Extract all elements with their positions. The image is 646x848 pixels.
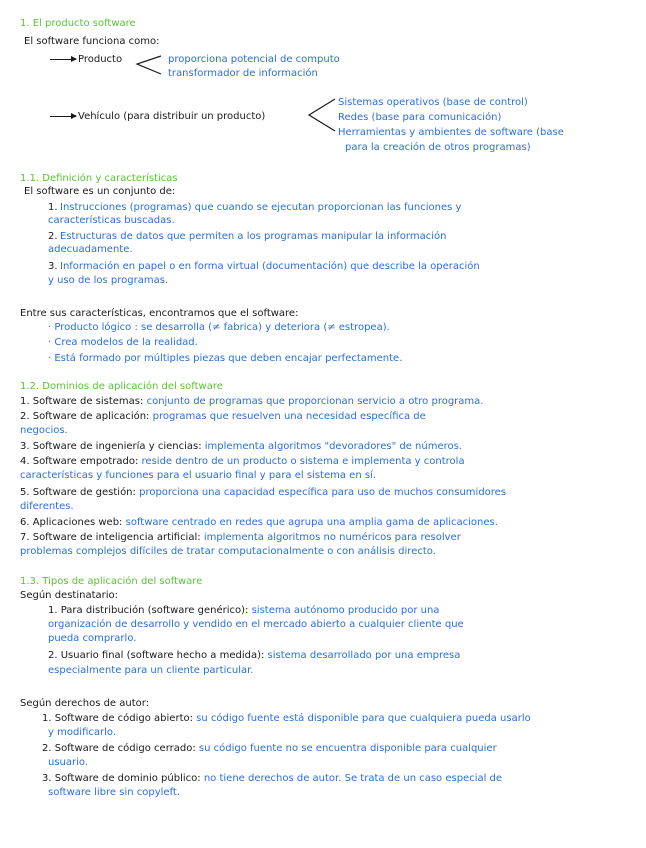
list-item-text: adecuadamente. xyxy=(48,244,133,255)
type-item-label: 2. Usuario final (software hecho a medida): xyxy=(48,650,265,661)
characteristic-item: · Producto lógico : se desarrolla (≠ fabrica) y deteriora (≠ estropea). xyxy=(48,322,390,333)
section-1-2-title: 1.2. Dominios de aplicación del software xyxy=(20,381,223,392)
list-item-text: Instrucciones (programas) que cuando se ejecutan proporcionan las funciones y xyxy=(60,202,462,213)
domain-item xyxy=(20,455,465,468)
list-item-text: Información en papel o en forma virtual (documentación) que describe la operación xyxy=(60,261,480,272)
type-item-label: 1. Software de código abierto: xyxy=(42,713,193,724)
type-item-text: especialmente para un cliente particular. xyxy=(48,665,254,676)
type-item-text: sistema desarrollado por una empresa xyxy=(267,650,461,661)
type-item-text: su código fuente no se encuentra disponible para cualquier xyxy=(198,743,497,754)
recipient-intro: Según destinatario: xyxy=(20,590,119,601)
section-1-3-title: 1.3. Tipos de aplicación del software xyxy=(20,576,203,587)
arrow-right-icon xyxy=(50,59,76,60)
domain-item-text: negocios. xyxy=(20,425,68,436)
type-item xyxy=(48,649,460,662)
section-1-1-intro: El software es un conjunto de: xyxy=(24,186,176,197)
domain-item-label: 2. Software de aplicación: xyxy=(20,411,150,422)
list-item-text: características buscadas. xyxy=(48,215,175,226)
type-item-label: 3. Software de dominio público: xyxy=(42,773,201,784)
type-item xyxy=(42,742,497,755)
domain-item-text: implementa algoritmos no numéricos para resolver xyxy=(203,532,461,543)
domain-item xyxy=(20,410,426,423)
section-1-title: 1. El producto software xyxy=(20,18,136,29)
type-item-text: no tiene derechos de autor. Se trata de un caso especial de xyxy=(203,773,503,784)
type-item xyxy=(42,712,531,725)
type-item-text: organización de desarrollo y vendido en el mercado abierto a cualquier cliente que xyxy=(48,619,464,630)
copyright-intro: Según derechos de autor: xyxy=(20,698,150,709)
domain-item-label: 1. Software de sistemas: xyxy=(20,396,144,407)
vehiculo-label: Vehículo (para distribuir un producto) xyxy=(78,111,266,122)
domain-item-text: software centrado en redes que agrupa una amplia gama de aplicaciones. xyxy=(125,517,498,528)
domain-item xyxy=(20,531,461,544)
type-item xyxy=(48,604,439,617)
vehiculo-item: para la creación de otros programas) xyxy=(345,142,531,153)
type-item-text: y modificarlo. xyxy=(48,727,117,738)
domain-item-text: programas que resuelven una necesidad específica de xyxy=(152,411,426,422)
arrow-right-icon xyxy=(50,116,76,117)
type-item-label: 1. Para distribución (software genérico): xyxy=(48,605,249,616)
domain-item-text: implementa algoritmos "devoradores" de números. xyxy=(204,441,462,452)
domain-item xyxy=(20,395,483,408)
domain-item xyxy=(20,516,498,529)
list-item-number: 1. xyxy=(48,202,58,213)
domain-item-text: diferentes. xyxy=(20,501,74,512)
domain-item-label: 3. Software de ingeniería y ciencias: xyxy=(20,441,202,452)
domain-item-label: 5. Software de gestión: xyxy=(20,487,136,498)
producto-item: proporciona potencial de computo xyxy=(168,54,340,65)
vehiculo-item: Herramientas y ambientes de software (base xyxy=(338,127,564,138)
domain-item-text: proporciona una capacidad específica para uso de muchos consumidores xyxy=(139,487,507,498)
type-item-label: 2. Software de código cerrado: xyxy=(42,743,196,754)
producto-item: transformador de información xyxy=(168,68,318,79)
branch-brace-icon xyxy=(305,97,337,133)
list-item-number: 3. xyxy=(48,261,58,272)
list-item-text: y uso de los programas. xyxy=(48,275,169,286)
type-item xyxy=(42,772,502,785)
domain-item-text: características y funciones para el usuario final y para el sistema en sí. xyxy=(20,470,376,481)
domain-item-label: 4. Software empotrado: xyxy=(20,456,139,467)
producto-label: Producto xyxy=(78,54,123,65)
characteristic-item: · Está formado por múltiples piezas que deben encajar perfectamente. xyxy=(48,353,403,364)
list-item-text: Estructuras de datos que permiten a los programas manipular la información xyxy=(60,231,447,242)
domain-item-text: conjunto de programas que proporcionan servicio a otro programa. xyxy=(146,396,484,407)
vehiculo-item: Redes (base para comunicación) xyxy=(338,112,502,123)
domain-item xyxy=(20,486,506,499)
characteristics-intro: Entre sus características, encontramos que el software: xyxy=(20,308,299,319)
type-item-text: software libre sin copyleft. xyxy=(48,787,181,798)
branch-brace-icon xyxy=(133,54,163,76)
domain-item xyxy=(20,440,462,453)
section-1-intro: El software funciona como: xyxy=(24,36,160,47)
vehiculo-item: Sistemas operativos (base de control) xyxy=(338,97,528,108)
domain-item-text: reside dentro de un producto o sistema e implementa y controla xyxy=(141,456,465,467)
type-item-text: pueda comprarlo. xyxy=(48,633,137,644)
domain-item-label: 6. Aplicaciones web: xyxy=(20,517,123,528)
domain-item-text: problemas complejos difíciles de tratar computacionalmente o con análisis directo. xyxy=(20,546,436,557)
domain-item-label: 7. Software de inteligencia artificial: xyxy=(20,532,201,543)
characteristic-item: · Crea modelos de la realidad. xyxy=(48,337,198,348)
type-item-text: su código fuente está disponible para que cualquiera pueda usarlo xyxy=(196,713,531,724)
list-item-number: 2. xyxy=(48,231,58,242)
type-item-text: usuario. xyxy=(48,757,89,768)
section-1-1-title: 1.1. Definición y características xyxy=(20,173,178,184)
type-item-text: sistema autónomo producido por una xyxy=(251,605,440,616)
